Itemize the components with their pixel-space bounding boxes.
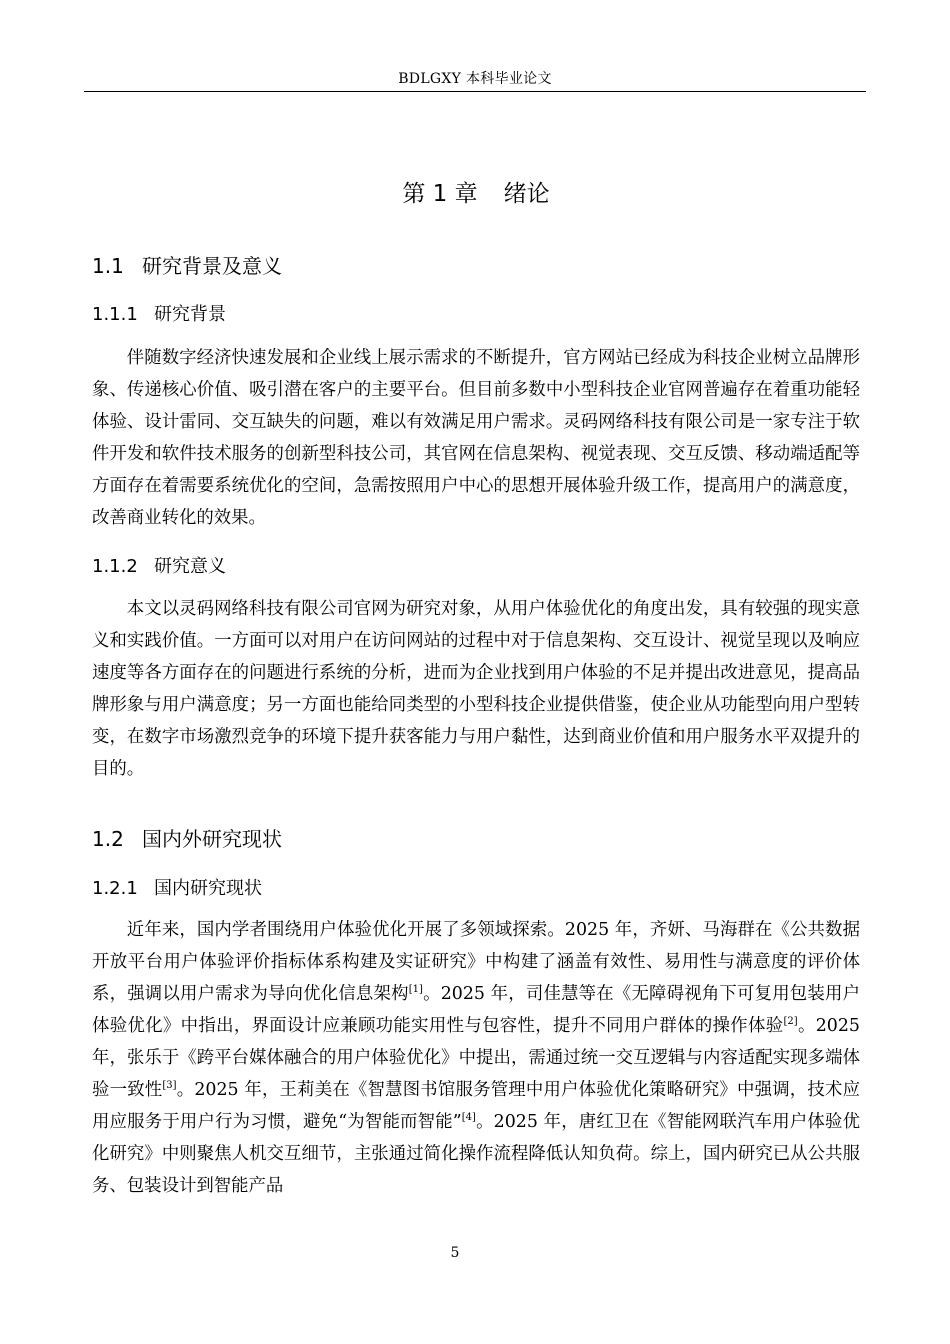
subsection-number: 1.2.1 xyxy=(92,878,138,899)
text-run: 。2025 年，张乐于《跨平台媒体融合的用户体验优化》中提出，需通过统一交互逻辑与内容适配实现多端体验一致性 xyxy=(92,1016,860,1100)
text-run: 。2025 年，司佳慧等在《无障碍视角下可复用包装用户体验优化》中指出，界面设计应兼顾功能实用性与包容性，提升不同用户群体的操作体验 xyxy=(92,984,860,1036)
chapter-number: 第 1 章 xyxy=(402,181,478,207)
subsection-number: 1.1.1 xyxy=(92,304,138,325)
paragraph-research-significance: 本文以灵码网络科技有限公司官网为研究对象，从用户体验优化的角度出发，具有较强的现实意义和实践价值。一方面可以对用户在访问网站的过程中对于信息架构、交互设计、视觉呈现以及响应速度等各方面存在的问题进行系统的分析，进而为企业找到用户体验的不足并提出改进意见，提高品牌形象与用户满意度；另一方面也能给同类型的小型科技企业提供借鉴，使企业从功能型向用户型转变，在数字市场激烈竞争的环境下提升获客能力与用户黏性，达到商业价值和用户服务水平双提升的目的。 xyxy=(92,599,860,779)
citation-1: [1] xyxy=(408,984,423,996)
subsection-title: 研究意义 xyxy=(154,556,226,577)
subsection-heading-1-2-1 xyxy=(92,876,262,902)
subsection-heading-1-1-2 xyxy=(92,554,226,580)
subsection-heading-1-1-1 xyxy=(92,302,226,328)
subsection-title: 国内研究现状 xyxy=(154,878,262,899)
section-heading-1-1 xyxy=(92,252,282,280)
citation-3: [3] xyxy=(162,1080,177,1092)
section-number: 1.1 xyxy=(92,254,124,278)
page-number: 5 xyxy=(450,1245,460,1261)
section-title: 国内外研究现状 xyxy=(142,827,282,851)
chapter-title xyxy=(92,178,860,210)
subsection-number: 1.1.2 xyxy=(92,556,138,577)
citation-2: [2] xyxy=(783,1016,798,1028)
chapter-name: 绪论 xyxy=(503,181,550,207)
running-header: BDLGXY 本科毕业论文 xyxy=(398,71,552,87)
section-heading-1-2 xyxy=(92,825,282,853)
paragraph-research-background: 伴随数字经济快速发展和企业线上展示需求的不断提升，官方网站已经成为科技企业树立品牌形象、传递核心价值、吸引潜在客户的主要平台。但目前多数中小型科技企业官网普遍存在着重功能轻体验、设计雷同、交互缺失的问题，难以有效满足用户需求。灵码网络科技有限公司是一家专注于软件开发和软件技术服务的创新型科技公司，其官网在信息架构、视觉表现、交互反馈、移动端适配等方面存在着需要系统优化的空间，急需按照用户中心的思想开展体验升级工作，提高用户的满意度，改善商业转化的效果。 xyxy=(92,348,860,528)
citation-4: [4] xyxy=(461,1112,476,1124)
section-number: 1.2 xyxy=(92,827,124,851)
paragraph-domestic-research xyxy=(92,914,860,1202)
section-title: 研究背景及意义 xyxy=(142,254,282,278)
text-run: 。2025 年，唐红卫在《智能网联汽车用户体验优化研究》中则聚焦人机交互细节，主张通过简化操作流程降低认知负荷。综上，国内研究已从公共服务、包装设计到智能产品 xyxy=(92,1112,860,1196)
text-run: 近年来，国内学者围绕用户体验优化开展了多领域探索。2025 年，齐妍、马海群在《公共数据开放平台用户体验评价指标体系构建及实证研究》中构建了涵盖有效性、易用性与满意度的评价体系，强调以用户需求为导向优化信息架构 xyxy=(92,920,860,1004)
header-rule xyxy=(84,91,866,92)
text-run: 。2025 年，王莉美在《智慧图书馆服务管理中用户体验优化策略研究》中强调，技术应用应服务于用户行为习惯，避免“为智能而智能” xyxy=(92,1080,860,1132)
subsection-title: 研究背景 xyxy=(154,304,226,325)
